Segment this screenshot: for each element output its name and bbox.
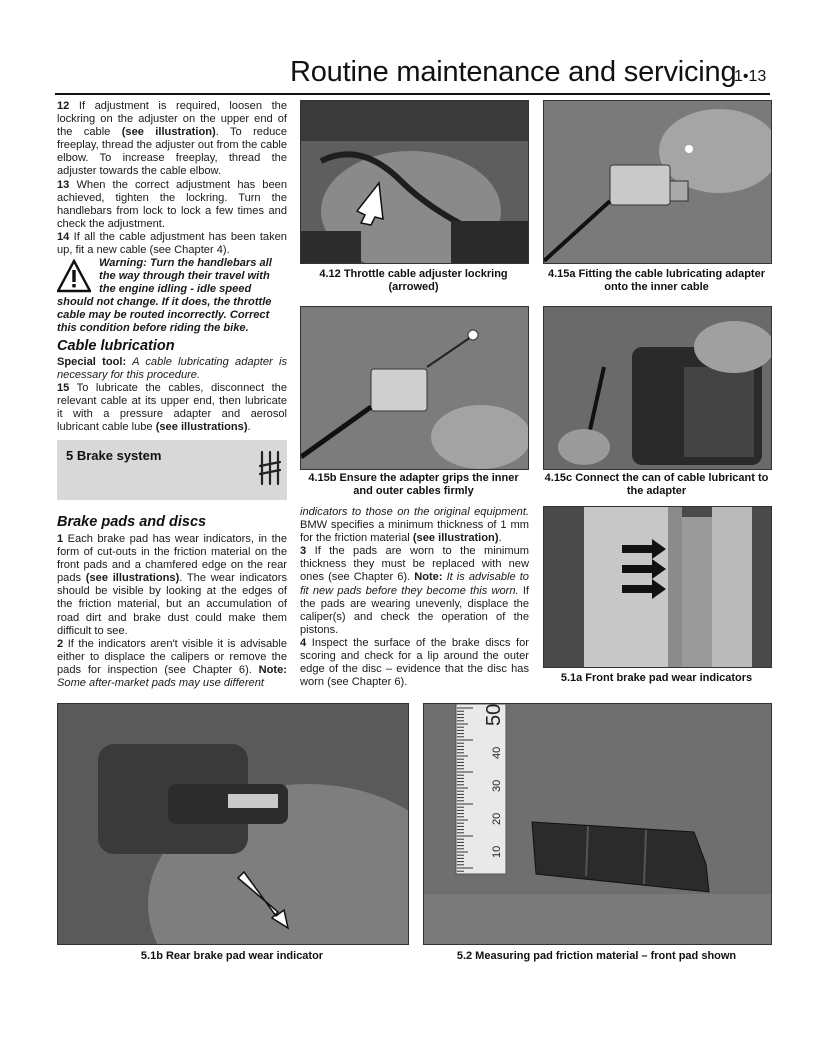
note-label: Note: bbox=[414, 571, 443, 584]
caption-4-12: 4.12 Throttle cable adjuster lockring (arrowed) bbox=[319, 268, 508, 293]
left-column-top bbox=[57, 100, 287, 257]
cable-lubrication-text bbox=[57, 356, 287, 435]
ruler-label: 20 bbox=[491, 812, 503, 825]
paragraph-text: If all the cable adjustment has been taken up, fit a new cable (see Chapter 4). bbox=[57, 230, 287, 257]
brake-pads-text bbox=[57, 533, 287, 690]
paragraph-text: If the pads are worn to the minimum thickness they must be replaced with new ones (see Chapter 6). bbox=[300, 545, 529, 584]
paragraph-b4 bbox=[300, 637, 529, 689]
caption-4-15c: 4.15c Connect the can of cable lubricant to the adapter bbox=[544, 472, 769, 497]
illustration-reference: (see illustration) bbox=[412, 532, 499, 545]
paragraph-text: If the indicators aren't visible it is advisable either to displace the calipers or remove the pads for inspection (see Chapter 6). bbox=[57, 637, 287, 676]
illustration-reference: (see illustrations) bbox=[85, 572, 180, 585]
special-tool-label: Special tool: bbox=[57, 356, 127, 368]
warning-block bbox=[57, 257, 287, 336]
paragraph-text: To lubricate the cables, disconnect the relevant cable at its upper end, then lubricate it with a pressure adapter and aerosol lubricant cable lube bbox=[57, 382, 287, 434]
ruler-label: 40 bbox=[491, 746, 503, 759]
paragraph-number: 3 bbox=[300, 545, 307, 558]
cable-lubrication-heading: Cable lubrication bbox=[57, 338, 175, 354]
header-rule bbox=[55, 93, 770, 95]
middle-column-text bbox=[300, 506, 529, 689]
paragraph-text: If the pads are wearing unevenly, displace the caliper(s) and check the operation of the pistons. bbox=[300, 584, 529, 636]
paragraph-text: . To reduce freeplay, thread the adjuster out from the cable elbow. To increase freeplay, thread the adjuster towards the cable elbow. bbox=[57, 126, 288, 178]
photo-5-1a bbox=[543, 506, 772, 668]
page-number: 1•13 bbox=[734, 68, 767, 85]
paragraph-text: Each brake pad has wear indicators, in the form of cut-outs in the friction material on the front pads and a chamfered edge on the rear pads bbox=[57, 533, 287, 585]
ruler-label: 10 bbox=[491, 845, 503, 858]
note-text: It is advisable to fit new pads before they become this worn. bbox=[300, 571, 529, 597]
ruler-label: 50 bbox=[483, 704, 505, 726]
note-text: indicators to those on the original equipment. bbox=[300, 506, 529, 518]
page-title: Routine maintenance and servicing bbox=[290, 56, 737, 88]
caption-5-1a: 5.1a Front brake pad wear indicators bbox=[560, 672, 753, 684]
paragraph-number: 15 bbox=[57, 382, 70, 395]
brake-pads-heading: Brake pads and discs bbox=[57, 514, 207, 530]
paragraph-b1 bbox=[57, 533, 287, 638]
paragraph-number: 14 bbox=[57, 230, 70, 243]
arrow-icon bbox=[622, 539, 666, 599]
paragraph-b3 bbox=[300, 545, 529, 637]
paragraph-13 bbox=[57, 179, 287, 231]
paragraph-text: BMW specifies a minimum thickness of 1 mm for the friction material bbox=[300, 519, 529, 545]
paragraph-number: 2 bbox=[57, 637, 64, 650]
caption-5-2: 5.2 Measuring pad friction material – front pad shown bbox=[456, 950, 737, 962]
section-box-title: 5 Brake system bbox=[66, 448, 162, 463]
special-tool-note bbox=[57, 356, 287, 382]
paragraph-text: If adjustment is required, loosen the lockring on the adjuster on the upper end of the cable bbox=[57, 100, 287, 139]
illustration-reference: (see illustration) bbox=[121, 126, 216, 139]
paragraph-14 bbox=[57, 231, 287, 257]
paragraph-number: 4 bbox=[300, 636, 307, 649]
paragraph-15 bbox=[57, 382, 287, 434]
paragraph-text: When the correct adjustment has been achieved, tighten the lockring. Turn the handlebars from lock to lock a few times and check the adjustment. bbox=[57, 178, 287, 230]
paragraph-number: 1 bbox=[57, 533, 64, 545]
warning-text: Warning: Turn the handlebars all the way through their travel with the engine idling - idle speed should not change. If it does, the throttle cable may be routed incorrectly. Correct this condition before riding the bike. bbox=[57, 257, 272, 335]
paragraph-text: . bbox=[247, 421, 251, 434]
paragraph-number: 13 bbox=[57, 178, 70, 191]
note-label: Note: bbox=[258, 663, 287, 676]
special-tool-text: A cable lubricating adapter is necessary for this procedure. bbox=[57, 356, 287, 382]
note-text: Some after-market pads may use different bbox=[57, 677, 264, 690]
caption-4-15a: 4.15a Fitting the cable lubricating adapter onto the inner cable bbox=[548, 268, 765, 293]
paragraph-number: 12 bbox=[57, 100, 70, 112]
caption-4-15b: 4.15b Ensure the adapter grips the inner and outer cables firmly bbox=[308, 472, 519, 497]
photo-4-15b bbox=[300, 306, 529, 470]
paragraph-text: Inspect the surface of the brake discs for scoring and check for a lip around the outer edge of the disc – evidence that the disc has worn (see Chapter 6). bbox=[300, 636, 529, 689]
photo-4-15c bbox=[543, 306, 772, 470]
ruler-label: 30 bbox=[491, 779, 503, 792]
warning-triangle-icon bbox=[57, 259, 91, 293]
photo-4-12 bbox=[300, 100, 529, 264]
paragraph-text: . The wear indicators should be visible by looking at the edges of the friction material, but an accumulation of road dirt and brake dust could make them difficult to see. bbox=[57, 572, 287, 637]
photo-5-1b bbox=[57, 703, 409, 945]
paragraph-b2-cont bbox=[300, 506, 529, 545]
photo-4-15a bbox=[543, 100, 772, 264]
illustration-reference: (see illustrations) bbox=[155, 421, 248, 434]
paragraph-b2 bbox=[57, 638, 287, 690]
wrench-tools-icon bbox=[258, 448, 282, 488]
photo-5-2 bbox=[423, 703, 772, 945]
paragraph-text: . bbox=[498, 532, 502, 545]
paragraph-12 bbox=[57, 100, 287, 179]
caption-5-1b: 5.1b Rear brake pad wear indicator bbox=[140, 950, 324, 962]
